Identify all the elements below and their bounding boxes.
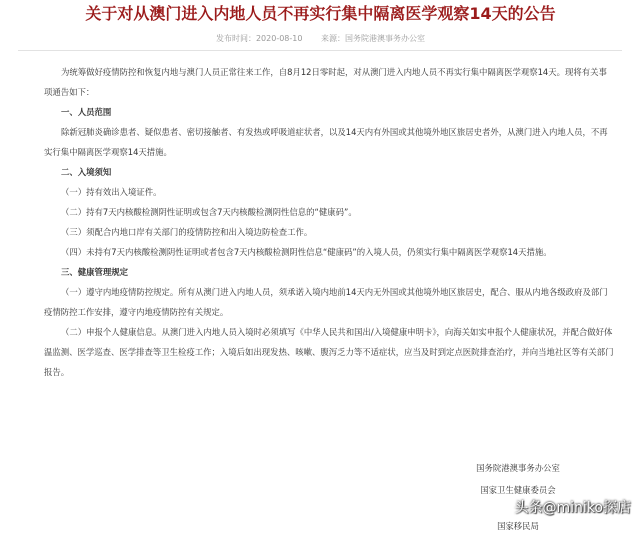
document-body xyxy=(44,62,614,382)
section-heading: 二、入境须知 xyxy=(61,167,112,177)
section-paragraph: （一）遵守内地疫情防控规定。所有从澳门进入内地人员，须承诺入境内地前14天内无外国或其他境外地区旅居史，配合、服从内地各级政府及部门疫情防控工作安排，遵守内地疫情防控有关规定。 xyxy=(44,287,608,317)
section-paragraph: （二）持有7天内核酸检测阴性证明或包含7天内核酸检测阴性信息的“健康码”。 xyxy=(61,207,357,217)
section-heading: 三、健康管理规定 xyxy=(61,267,128,277)
publish-source: 来源：国务院港澳事务办公室 xyxy=(321,34,426,43)
section-paragraph: （一）持有效出入境证件。 xyxy=(61,187,162,197)
intro-paragraph: 为统筹做好疫情防控和恢复内地与澳门人员正常往来工作，自8月12日零时起，对从澳门进入内地人员不再实行集中隔离医学观察14天。现将有关事项通告如下： xyxy=(44,67,607,97)
document-meta xyxy=(0,33,641,44)
section-paragraph: 除新冠肺炎确诊患者、疑似患者、密切接触者、有发热或呼吸道症状者，以及14天内有外国或其他境外地区旅居史者外，从澳门进入内地人员，不再实行集中隔离医学观察14天措施。 xyxy=(44,127,608,157)
document-title: 关于对从澳门进入内地人员不再实行集中隔离医学观察14天的公告 xyxy=(85,4,556,23)
section-paragraph: （二）申报个人健康信息。从澳门进入内地人员入境时必须填写《中华人民共和国出/入境健康申明卡》，向海关如实申报个人健康状况，并配合做好体温监测、医学巡查、医学排查等卫生检疫工作；入境后如出现发热、咳嗽、腹泻乏力等不适症状，应当及时到定点医院排查治疗，并向当地社区等有关部门报告。 xyxy=(44,327,614,377)
title-divider xyxy=(18,50,622,51)
toutiao-watermark: 头条@miniko探店 xyxy=(514,500,631,516)
signature-hkmao: 国务院港澳事务办公室 xyxy=(476,463,560,473)
section-heading: 一、人员范围 xyxy=(61,107,112,117)
section-paragraph: （四）未持有7天内核酸检测阴性证明或者包含7天内核酸检测阴性信息“健康码”的入境人员，仍须实行集中隔离医学观察14天措施。 xyxy=(61,247,552,257)
section-paragraph: （三）须配合内地口岸有关部门的疫情防控和出入境边防检查工作。 xyxy=(61,227,313,237)
signature-nhc: 国家卫生健康委员会 xyxy=(480,485,556,495)
signature-nia: 国家移民局 xyxy=(497,521,539,531)
publish-date: 发布时间：2020-08-10 xyxy=(215,34,303,43)
